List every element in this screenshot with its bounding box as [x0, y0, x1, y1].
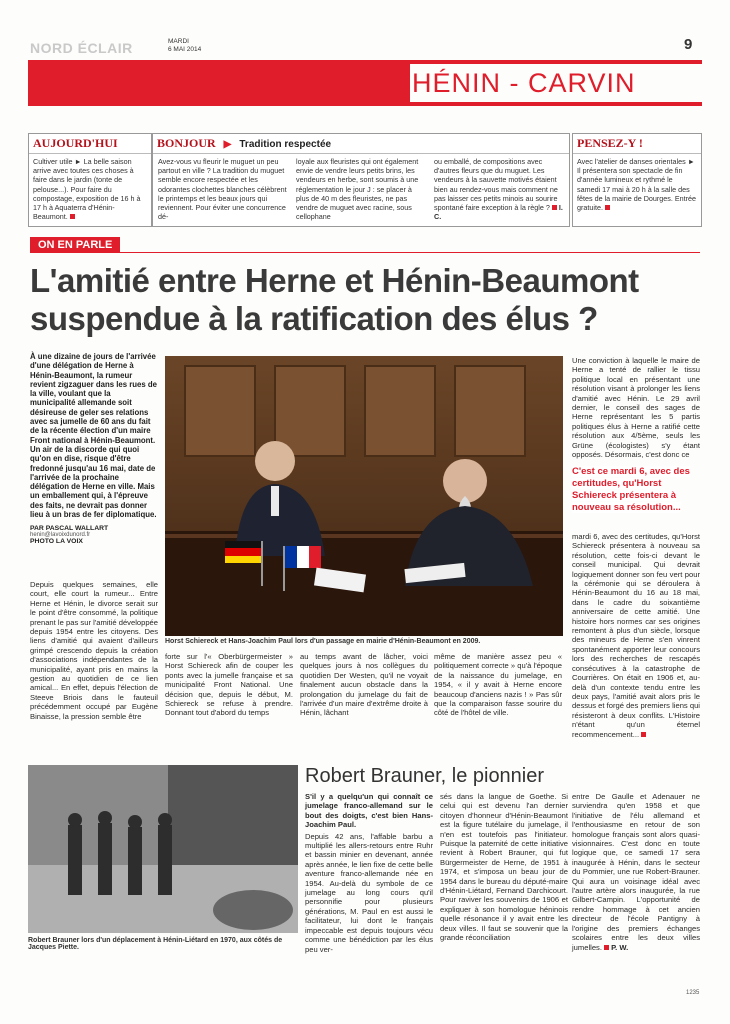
photo-credit: PHOTO LA VOIX — [30, 538, 83, 546]
bonjour-header — [153, 134, 569, 154]
bw-photo-illustration — [28, 765, 298, 933]
aujourdhui-text: Cultiver utile ► La belle saison arrive avec toutes ces choses à faire dans le jardin (tonte de pelouse...). Pour faire du compostage, exposition de 16 h à 17 h à Aquaterra d'Hénin-Beaumont. — [33, 157, 141, 222]
article-col3: au temps avant de lâcher, voici quelques jours à nos collègues du quotidien Der Westen, qu'il ne voyait finalement aucun obstacle dans la prolongation du jumelage du fait de l'arrivée d'un maire d'extrême droite à Hénin, lâchant — [300, 652, 428, 718]
pensez-text: Avec l'atelier de danses orientales ► Il présentera son spectacle de fin d'année lumineux et rythmé le samedi 17 mai à 20 h à la salle des fêtes de la mairie de Dourges. Entrée gratuite. — [577, 157, 697, 213]
region-label: HÉNIN - CARVIN — [412, 67, 636, 98]
aujourdhui-title: AUJOURD'HUI — [29, 134, 151, 154]
article-col5b: mardi 6, avec des certitudes, qu'Horst Schiereck présentera à nouveau sa résolution, cette fois-ci devant le conseil municipal. Qui devrait logiquement donner son feu vert pour la cérémonie qui se déroulera à Hénin-Beaumont du 16 au 18 mai, dans le cadre du soixantième anniversaire de cette amitié. Une histoire hors normes car ses origines remontent à plus d'un siècle, lorsque des mineurs de Herne s'en vinrent spontanément apporter leur concours lors des recherches de rescapés consécutives à la catastrophe de Courrières. On était en 1906 et, au-delà d'un contexte tendu entre les deux pays, l'amitié avait alors pris le dessus et forgé des premiers liens qui résisteront à deux conflits. L'Histoire n'étant qu'un éternel recommencement... — [572, 532, 700, 739]
byline: PAR PASCAL WALLART — [30, 525, 109, 533]
date-day: MARDI — [168, 38, 189, 45]
article-col5a: Une conviction à laquelle le maire de Herne a tenté de rallier le tissu politique local en présentant une résolution visant à prolonger les liens d'amitié avec Hénin. Le 29 avril dernier, le conseil des sages de Herne représentant les 5 partis politiques élus à Herne a ratifié cette résolution aux 4/5ème, seuls les Grüne (écologistes) s'y étant opposés. Désormais, c'est donc ce — [572, 356, 700, 460]
main-photo-caption: Horst Schiereck et Hans-Joachim Paul lors d'un passage en mairie d'Hénin-Beaumont en 2009. — [165, 638, 481, 645]
kicker-rule — [30, 252, 700, 253]
main-photo — [165, 356, 563, 636]
arrow-icon: ▶ — [223, 139, 232, 150]
masthead: NORD ÉCLAIR — [30, 40, 133, 56]
bonjour-box — [152, 133, 570, 227]
pensez-box — [572, 133, 702, 227]
byline-email: henin@lavoixdunord.fr — [30, 532, 91, 539]
date-full: 6 MAI 2014 — [168, 46, 202, 53]
bonjour-col2: loyale aux fleuristes qui ont également envie de vendre leurs petits brins, les vendeurs en herbe, sont soumis à une réglementation le jour J : se placer à plus de 40 m des fleuristes, ne pas vendre de muguet avec racine, sous cellophane — [296, 157, 419, 222]
region-title — [410, 64, 702, 102]
sidebar-col1: S'il y a quelqu'un qui connaît ce jumelage franco-allemand sur le bout des doigts, c'est bien Hans-Joachim Paul. Depuis 42 ans, l'affable barbu a multiplié les allers-retours entre Ruhr et bassin minier en devenant, année après année, le lien fixe de cette belle aventure franco-allemande née en 1954. Au-delà du symbole de ce jumelage au long cours qu'il personnifie pour plusieurs générations, M. Paul en est aussi le facilitateur, lui dont le français impeccable est depuis toujours vécu comme une bénédiction par les élus peu ver- — [305, 792, 433, 954]
sidebar-photo — [28, 765, 298, 933]
page-number: 9 — [684, 36, 693, 53]
article-lead: À une dizaine de jours de l'arrivée d'une délégation de Herne à Hénin-Beaumont, la rumeur revient zigzaguer dans les rues de la ville, voulant que la municipalité allemande soit désireuse de geler ses relations avec sa jumelle de 60 ans du fait de la récente élection d'un maire Front national à Hénin-Beaumont. Un air de la discorde qui quoi qu'on en dise, risque d'être fredonné jusqu'au 16 mai, date de l'arrivée de la prochaine délégation de Herne en ville. Mais un emballement qui, à l'épreuve des faits, ne devrait pas donner lieu à un bras de fer diplomatique. — [30, 352, 157, 520]
sidebar-col3: entre De Gaulle et Adenauer ne surviendra qu'en 1958 et que l'initiative de l'élu allemand et l'enthousiasme en retour de son homologue français sont alors quasi-visionnaires. C'est donc en toute logique que, ce samedi 17 sera inaugurée à Hénin, dans le secteur du Pommier, une rue Robert-Brauner. Qui aura un voisinage idéal avec l'autre artère alors inaugurée, la rue Gilbert-Campin. L'opportunité de rendre hommage à cet ancien directeur de l'école Pantigny à l'origine des premiers échanges scolaires entre les deux villes jumelles. P. W. — [572, 792, 700, 952]
sidebar-photo-caption: Robert Brauner lors d'un déplacement à Hénin-Liétard en 1970, aux côtés de Jacques Piette. — [28, 937, 283, 951]
meeting-photo-illustration — [165, 356, 563, 636]
region-divider — [390, 69, 392, 97]
lead-column — [30, 352, 158, 545]
sidebar-title: Robert Brauner, le pionnier — [305, 765, 545, 787]
bonjour-title: BONJOUR — [157, 136, 216, 150]
article-col1: Depuis quelques semaines, elle court, elle court la rumeur... Entre Herne et Hénin, le divorce serait sur le point d'être consommé, la politique prenant le pas sur l'amitié développée depuis 1954 entre les citoyens. Des liens d'amitié qui avaient d'ailleurs grimpé crescendo depuis la création d'associations indépendantes de la municipalité, ayant pris en mains la gestion au quotidien de ce lien amical... En effet, depuis l'élection de Steeve Briois dans le fauteuil précédemment occupé par Eugène Binaisse, la pression semble être — [30, 580, 158, 721]
aujourdhui-box — [28, 133, 152, 227]
footer-code: 1235 — [686, 990, 700, 996]
kicker-badge: ON EN PARLE — [30, 237, 120, 253]
article-col2: forte sur l'« Oberbürgermeister » Horst Schiereck afin de couper les ponts avec la jumelle française et sa municipalité Front National. Une décision que, depuis le début, M. Schiereck se refuse à prendre. Donnant tout d'abord du temps — [165, 652, 293, 718]
bonjour-col1: Avez-vous vu fleurir le muguet un peu partout en ville ? La tradition du muguet semble encore respectée et les odorantes clochettes blanches célèbrent le printemps et les beaux jours qui reviennent. Pour éviter une concurrence dé- — [158, 157, 287, 222]
pull-quote: C'est ce mardi 6, avec des certitudes, qu'Horst Schiereck présentera à nouveau sa résolution... — [572, 466, 690, 513]
sidebar-col2: sés dans la langue de Goethe. Si celui qui est devenu l'an dernier citoyen d'honneur d'Hénin-Beaumont est la figure tutélaire du jumelage, il n'en est toutefois pas l'initiateur. Puisque la paternité de cette initiative revient à Robert Brauner, qui fut Bürgermeister de Herne, de 1951 à 1974, et s'imposa un beau jour de 1954 dans le bureau du député-maire d'Hénin-Liétard, Fernand Darchicourt. Pour raviver les souvenirs de 1906 et expliquer à son homologue héninois quelle résonance il y avait entre les deux villes. Il faut se souvenir que la grande réconciliation — [440, 792, 568, 943]
bonjour-col3: ou emballé, de compositions avec d'autres fleurs que du muguet. Les vendeurs à la sauvette motivés étaient bien au rendez-vous mais comment ne pas laisser ces petits minois au sourire spontané faire exception à la règle ? I. C. — [434, 157, 563, 222]
bonjour-subtitle: Tradition respectée — [239, 139, 332, 150]
date-block — [168, 38, 201, 54]
article-col4: même de manière assez peu « politiquement correcte » qu'à l'époque de la naissance du jumelage, en 1954, « il y avait à Herne encore beaucoup d'anciens nazis ! » Pas sûr que la comparaison fasse sourire du côté de l'hôtel de ville. — [434, 652, 562, 718]
article-headline: L'amitié entre Herne et Hénin-Beaumont suspendue à la ratification des élus ? — [30, 262, 639, 337]
pensez-title: PENSEZ-Y ! — [573, 134, 701, 154]
